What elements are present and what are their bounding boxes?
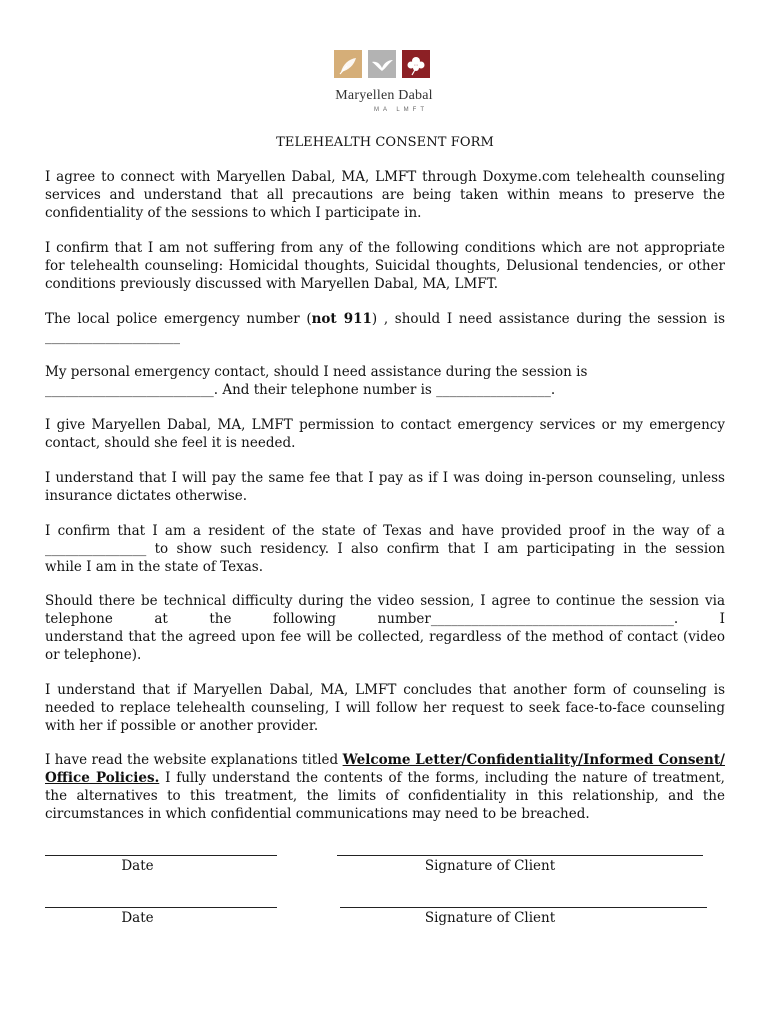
page-title: TELEHEALTH CONSENT FORM xyxy=(276,135,494,150)
police-text-after: ) , should I need assistance during the session is xyxy=(371,311,726,327)
paragraph-residency xyxy=(45,522,725,576)
logo-name: Maryellen Dabal xyxy=(335,88,433,103)
signature-line-2[interactable] xyxy=(340,907,707,908)
paragraph-other-counseling: I understand that if Maryellen Dabal, MA, LMFT concludes that another form of counseling is needed to replace telehealth counseling, I will follow her request to seek face-to-face counseling with her if possible or another provider. xyxy=(45,682,725,734)
residency-line-2[interactable]: _______________ to show such residency. I also confirm that I am participating in the session xyxy=(45,541,725,557)
website-text-after: I fully understand the contents of the forms, including the nature of treatment, the alternatives to this treatment, the limits of confidentiality in this relationship, and the circumstances in which confidential communications may need to be breached. xyxy=(45,770,725,822)
logo-tiles xyxy=(334,50,434,80)
website-text-before: I have read the website explanations titled xyxy=(45,752,343,768)
emergency-contact-blanks[interactable]: _________________________. And their telephone number is _________________. xyxy=(45,382,556,398)
logo-subtitle: MA LMFT xyxy=(373,107,428,113)
bird-icon xyxy=(368,50,396,78)
police-not-911: not 911 xyxy=(311,311,372,327)
leaf-icon xyxy=(334,50,362,78)
paragraph-website-explanations xyxy=(45,751,725,823)
date-label-1: Date xyxy=(121,858,154,874)
paragraph-conditions: I confirm that I am not suffering from any of the following conditions which are not appropriate for telehealth counseling: Homicidal thoughts, Suicidal thoughts, Delusional tendencies, or other conditions previously discussed with Maryellen Dabal, MA, LMFT. xyxy=(45,240,725,292)
paragraph-police-number xyxy=(45,310,725,346)
residency-line-1: I confirm that I am a resident of the state of Texas and have provided proof in the way of a xyxy=(45,523,725,539)
police-text-before: The local police emergency number ( xyxy=(45,311,312,327)
date-line-1[interactable] xyxy=(45,855,277,856)
date-label-2: Date xyxy=(121,910,154,926)
paragraph-permission: I give Maryellen Dabal, MA, LMFT permission to contact emergency services or my emergency contact, should she feel it is needed. xyxy=(45,417,725,451)
signature-line-1[interactable] xyxy=(337,855,703,856)
technical-line-1: Should there be technical difficulty during the video session, I agree to continue the session via xyxy=(45,593,725,609)
flower-icon xyxy=(402,50,430,78)
police-number-blank[interactable]: ____________________ xyxy=(45,329,180,345)
technical-line-3: understand that the agreed upon fee will be collected, regardless of the method of contact (video or telephone). xyxy=(45,629,725,663)
police-line xyxy=(45,310,725,328)
signature-label-2: Signature of Client xyxy=(424,910,556,926)
paragraph-connect: I agree to connect with Maryellen Dabal, MA, LMFT through Doxyme.com telehealth counseling services and understand that all precautions are being taken within means to preserve the confidentiality of the sessions to which I participate in. xyxy=(45,169,725,221)
emergency-contact-text: My personal emergency contact, should I need assistance during the session is xyxy=(45,364,588,380)
technical-line-2[interactable]: telephone at the following number____________________________________. I xyxy=(45,611,725,627)
residency-line-3: while I am in the state of Texas. xyxy=(45,559,263,575)
policies-link[interactable]: Welcome Letter/Confidentiality/Informed Consent/ Office Policies. xyxy=(45,752,725,786)
paragraph-emergency-contact xyxy=(45,363,725,399)
signature-label-1: Signature of Client xyxy=(424,858,556,874)
date-line-2[interactable] xyxy=(45,907,277,908)
paragraph-technical-difficulty xyxy=(45,592,725,664)
paragraph-fee: I understand that I will pay the same fee that I pay as if I was doing in-person counseling, unless insurance dictates otherwise. xyxy=(45,470,725,504)
logo xyxy=(334,50,434,112)
